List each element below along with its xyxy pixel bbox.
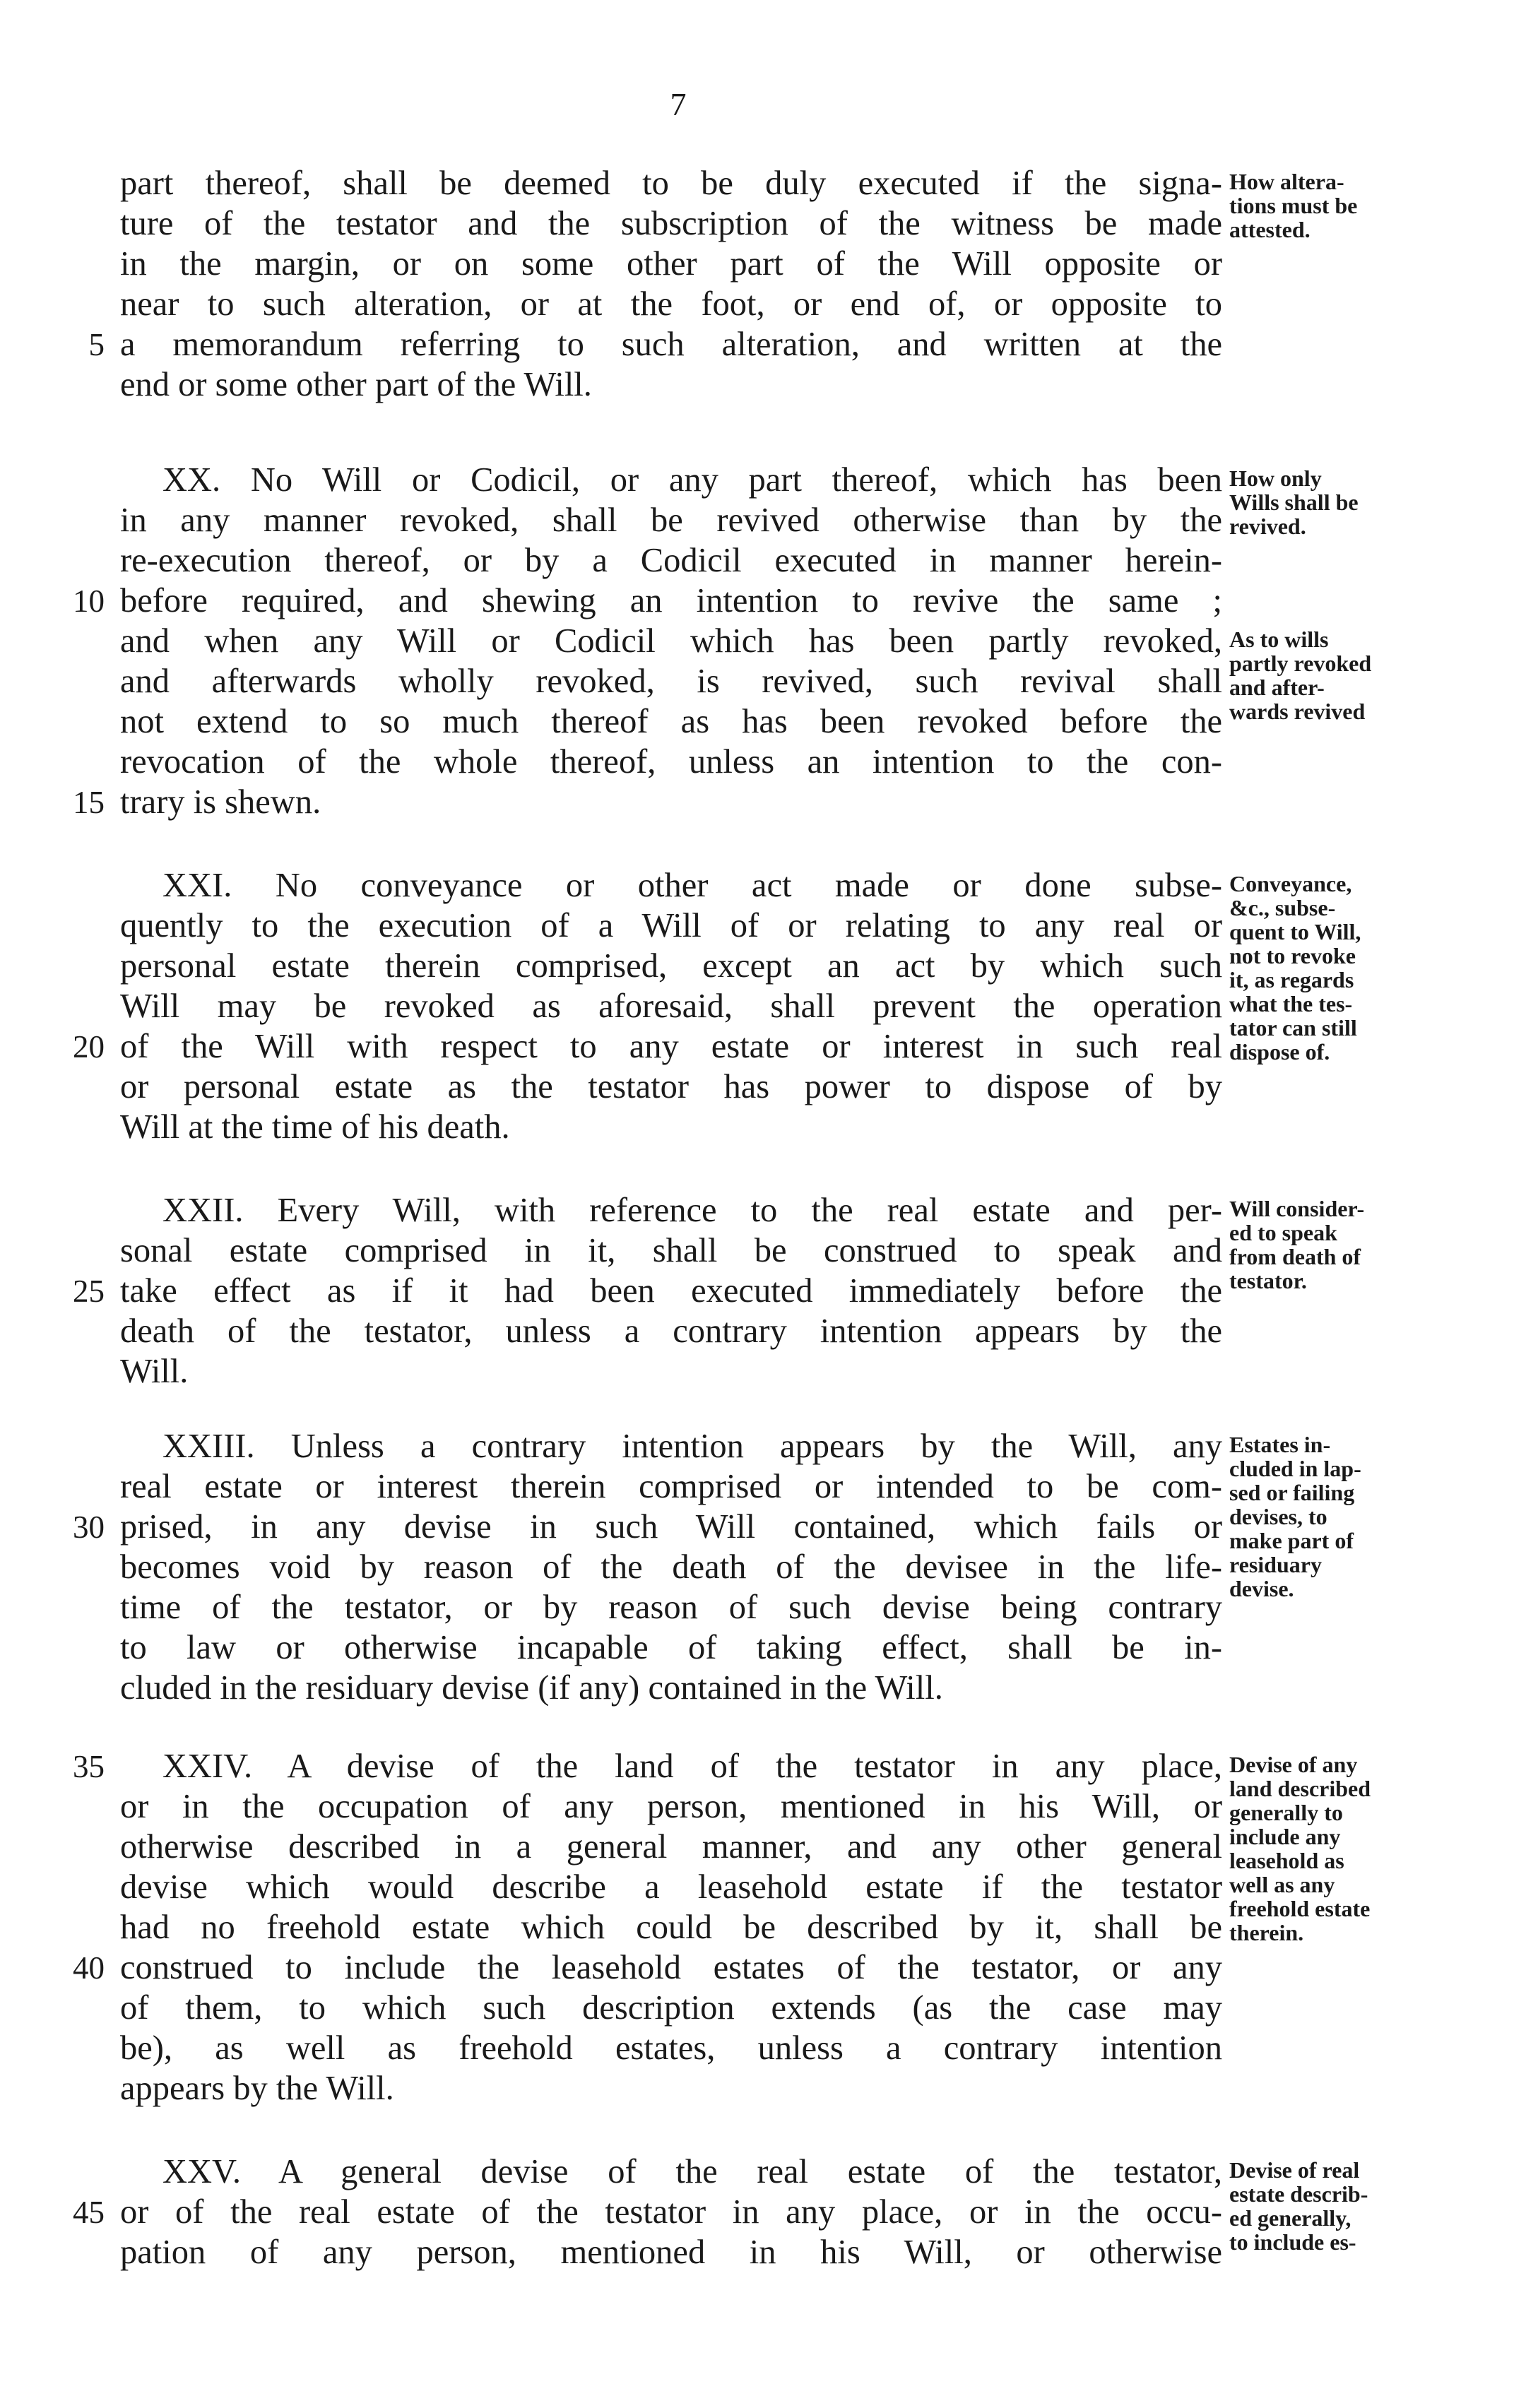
text-line: personal estate therein comprised, except an act by which such bbox=[120, 947, 1222, 985]
margin-note-line: devise. bbox=[1229, 1576, 1294, 1601]
margin-note-line: As to wills bbox=[1229, 627, 1329, 652]
text-line: to law or otherwise incapable of taking effect, shall be in- bbox=[120, 1629, 1222, 1666]
line-number: 25 bbox=[73, 1274, 105, 1309]
margin-note-line: residuary bbox=[1229, 1552, 1322, 1577]
margin-note-line: wards revived bbox=[1229, 699, 1366, 724]
text-line: cluded in the residuary devise (if any) contained in the Will. bbox=[120, 1669, 943, 1707]
margin-note-line: Wills shall be bbox=[1229, 490, 1359, 515]
text-line: sonal estate comprised in it, shall be construed to speak and bbox=[120, 1232, 1222, 1269]
margin-note bbox=[1229, 170, 1462, 242]
margin-note-line: therein. bbox=[1229, 1920, 1304, 1945]
margin-note-line: from death of bbox=[1229, 1244, 1361, 1269]
text-line: in the margin, or on some other part of the Will opposite or bbox=[120, 245, 1222, 283]
margin-note-line: revived. bbox=[1229, 514, 1306, 539]
margin-note-line: leasehold as bbox=[1229, 1848, 1344, 1873]
margin-note-line: Estates in- bbox=[1229, 1432, 1331, 1457]
line-number: 40 bbox=[73, 1950, 105, 1986]
text-line: or personal estate as the testator has power to dispose of by bbox=[120, 1068, 1222, 1105]
text-line: take effect as if it had been executed immediately before the bbox=[120, 1272, 1222, 1310]
margin-note-line: How only bbox=[1229, 465, 1322, 491]
text-line: a memorandum referring to such alteration, and written at the bbox=[120, 326, 1222, 363]
text-line: appears by the Will. bbox=[120, 2070, 394, 2107]
line-number: 15 bbox=[73, 785, 105, 820]
text-line: Will may be revoked as aforesaid, shall prevent the operation bbox=[120, 987, 1222, 1025]
margin-note-line: cluded in lap- bbox=[1229, 1456, 1361, 1481]
margin-note-line: it, as regards bbox=[1229, 967, 1354, 992]
line-number: 5 bbox=[88, 327, 105, 362]
text-line: real estate or interest therein comprised or intended to be com- bbox=[120, 1468, 1222, 1505]
text-line: or of the real estate of the testator in any place, or in the occu- bbox=[120, 2193, 1222, 2231]
margin-note-line: include any bbox=[1229, 1824, 1341, 1849]
text-line: part thereof, shall be deemed to be duly executed if the signa- bbox=[120, 165, 1222, 202]
text-line: and when any Will or Codicil which has been partly revoked, bbox=[120, 622, 1222, 660]
text-line: death of the testator, unless a contrary intention appears by the bbox=[120, 1312, 1222, 1350]
text-line: near to such alteration, or at the foot, or end of, or opposite to bbox=[120, 285, 1222, 323]
text-line: had no freehold estate which could be described by it, shall be bbox=[120, 1909, 1222, 1946]
text-line: or in the occupation of any person, mentioned in his Will, or bbox=[120, 1788, 1222, 1825]
text-line: revocation of the whole thereof, unless an intention to the con- bbox=[120, 743, 1222, 781]
margin-note-line: ed to speak bbox=[1229, 1220, 1337, 1245]
text-line: be), as well as freehold estates, unless a contrary intention bbox=[120, 2029, 1222, 2067]
line-number: 35 bbox=[73, 1749, 105, 1784]
section-first-line: XXIII. Unless a contrary intention appears by the Will, any bbox=[162, 1428, 1222, 1465]
text-line: of the Will with respect to any estate or interest in such real bbox=[120, 1028, 1222, 1065]
margin-note bbox=[1229, 872, 1462, 1064]
text-line: Will. bbox=[120, 1353, 189, 1390]
margin-note bbox=[1229, 627, 1462, 723]
margin-note-line: sed or failing bbox=[1229, 1480, 1355, 1505]
line-number: 45 bbox=[73, 2195, 105, 2230]
margin-note bbox=[1229, 1752, 1462, 1945]
text-line: becomes void by reason of the death of the devisee in the life- bbox=[120, 1548, 1222, 1586]
line-number: 30 bbox=[73, 1510, 105, 1545]
margin-note-line: dispose of. bbox=[1229, 1039, 1330, 1064]
text-line: otherwise described in a general manner, and any other general bbox=[120, 1828, 1222, 1866]
line-number: 10 bbox=[73, 583, 105, 619]
section-first-line: XXI. No conveyance or other act made or done subse- bbox=[162, 867, 1222, 904]
margin-note-line: partly revoked bbox=[1229, 651, 1372, 676]
text-line: not extend to so much thereof as has been revoked before the bbox=[120, 703, 1222, 740]
margin-note-line: tator can still bbox=[1229, 1015, 1357, 1040]
margin-note-line: &c., subse- bbox=[1229, 895, 1336, 920]
margin-note-line: Will consider- bbox=[1229, 1196, 1365, 1221]
text-line: pation of any person, mentioned in his Will, or otherwise bbox=[120, 2234, 1222, 2271]
margin-note-line: attested. bbox=[1229, 217, 1311, 242]
margin-note-line: generally to bbox=[1229, 1800, 1343, 1825]
margin-note-line: ed generally, bbox=[1229, 2205, 1351, 2231]
text-line: ture of the testator and the subscription of the witness be made bbox=[120, 205, 1222, 242]
page-number: 7 bbox=[670, 86, 687, 122]
section-first-line: XXIV. A devise of the land of the testator in any place, bbox=[162, 1748, 1222, 1785]
margin-note-line: freehold estate bbox=[1229, 1896, 1371, 1921]
margin-note-line: Conveyance, bbox=[1229, 871, 1352, 896]
text-line: Will at the time of his death. bbox=[120, 1108, 510, 1146]
line-number: 20 bbox=[73, 1029, 105, 1064]
text-line: in any manner revoked, shall be revived otherwise than by the bbox=[120, 502, 1222, 539]
margin-note-line: estate describ- bbox=[1229, 2181, 1368, 2207]
margin-note bbox=[1229, 466, 1462, 538]
text-line: before required, and shewing an intention to revive the same ; bbox=[120, 582, 1222, 619]
margin-note-line: devises, to bbox=[1229, 1504, 1327, 1529]
text-line: re-execution thereof, or by a Codicil executed in manner herein- bbox=[120, 542, 1222, 579]
margin-note-line: testator. bbox=[1229, 1268, 1307, 1293]
section-first-line: XX. No Will or Codicil, or any part thereof, which has been bbox=[162, 461, 1222, 499]
margin-note-line: How altera- bbox=[1229, 169, 1344, 194]
margin-note-line: and after- bbox=[1229, 675, 1325, 700]
text-line: prised, in any devise in such Will contained, which fails or bbox=[120, 1508, 1222, 1546]
margin-note bbox=[1229, 1197, 1462, 1293]
text-line: of them, to which such description extends (as the case may bbox=[120, 1989, 1222, 2027]
margin-note bbox=[1229, 2158, 1462, 2254]
section-first-line: XXV. A general devise of the real estate of the testator, bbox=[162, 2153, 1222, 2190]
text-line: devise which would describe a leasehold estate if the testator bbox=[120, 1868, 1222, 1906]
margin-note-line: tions must be bbox=[1229, 193, 1358, 218]
margin-note-line: Devise of real bbox=[1229, 2157, 1360, 2183]
section-first-line: XXII. Every Will, with reference to the real estate and per- bbox=[162, 1192, 1222, 1229]
margin-note-line: land described bbox=[1229, 1776, 1371, 1801]
margin-note bbox=[1229, 1433, 1462, 1601]
text-line: trary is shewn. bbox=[120, 783, 321, 821]
margin-note-line: quent to Will, bbox=[1229, 919, 1361, 944]
margin-note-line: well as any bbox=[1229, 1872, 1335, 1897]
margin-note-line: not to revoke bbox=[1229, 943, 1356, 968]
text-line: time of the testator, or by reason of such devise being contrary bbox=[120, 1589, 1222, 1626]
margin-note-line: Devise of any bbox=[1229, 1752, 1358, 1777]
margin-note-line: what the tes- bbox=[1229, 991, 1353, 1016]
margin-note-line: to include es- bbox=[1229, 2229, 1356, 2255]
text-line: end or some other part of the Will. bbox=[120, 366, 592, 403]
text-line: and afterwards wholly revoked, is revived, such revival shall bbox=[120, 663, 1222, 700]
margin-note-line: make part of bbox=[1229, 1528, 1354, 1553]
text-line: construed to include the leasehold estates of the testator, or any bbox=[120, 1949, 1222, 1986]
text-line: quently to the execution of a Will of or relating to any real or bbox=[120, 907, 1222, 944]
